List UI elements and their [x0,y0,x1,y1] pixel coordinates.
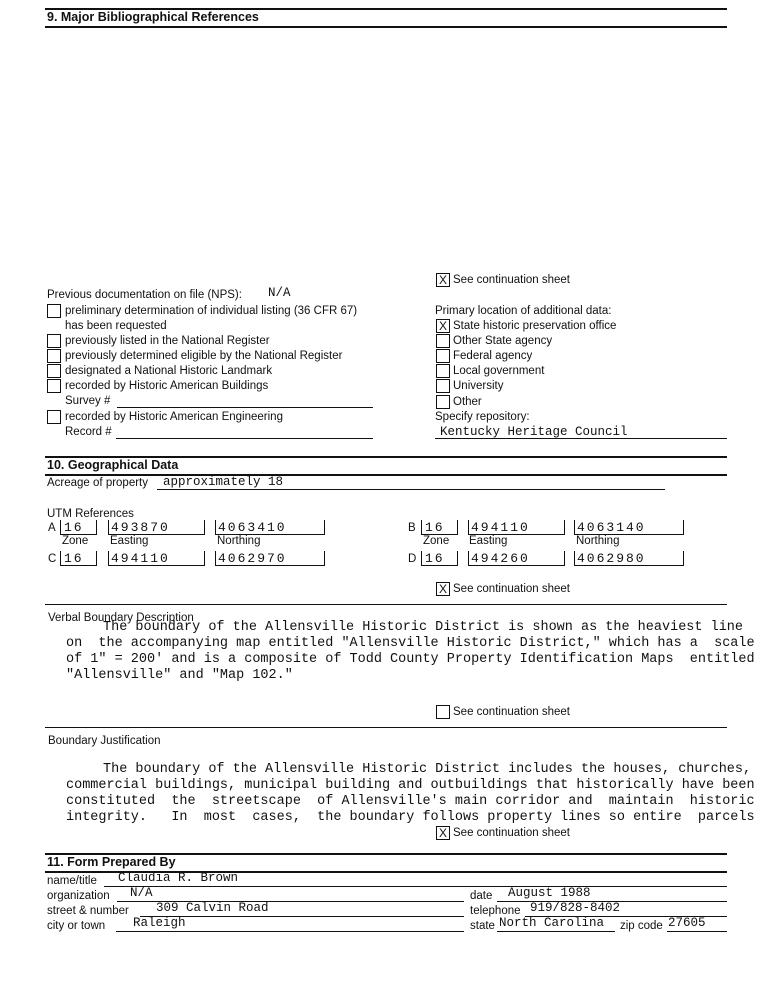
repository-value: Kentucky Heritage Council [440,425,628,439]
previously-eligible-label: previously determined eligible by the National Register [65,350,343,362]
previously-listed-label: previously listed in the National Register [65,335,270,347]
other-state-agency-label: Other State agency [453,335,553,347]
utm-b-northing: 4063140 [577,520,646,535]
justification-line-4: integrity. In most cases, the boundary follows property lines so entire parcels [66,810,755,825]
continuation-sheet-label-verbal: See continuation sheet [453,706,571,718]
section9-title-rule [45,26,727,28]
justification-line-1: The boundary of the Allensville Historic District includes the houses, churches, [103,762,752,777]
utm-d-zone: 16 [425,551,445,566]
local-government-checkbox[interactable] [436,364,450,378]
continuation-sheet-checkbox-bib[interactable]: X [436,273,450,287]
record-label: Record # [65,426,112,438]
telephone-value: 919/828-8402 [530,901,621,915]
utm-a-letter: A [48,522,56,534]
continuation-sheet-checkbox-utm[interactable]: X [436,582,450,596]
previously-listed-checkbox[interactable] [47,334,61,348]
city-label: city or town [47,920,106,932]
university-label: University [453,380,504,392]
shpo-checkbox[interactable]: X [436,319,450,333]
other-checkbox[interactable] [436,395,450,409]
habs-checkbox[interactable] [47,379,61,393]
landmark-label: designated a National Historic Landmark [65,365,273,377]
section11-title: 11. Form Prepared By [47,855,176,869]
utm-d-northing: 4062980 [577,551,646,566]
organization-label: organization [47,890,110,902]
prelim-determination-checkbox[interactable] [47,304,61,318]
verbal-line-3: of 1" = 200' and is a composite of Todd County Property Identification Maps entitled [66,652,755,667]
state-value: North Carolina [499,916,605,930]
prev-doc-value: N/A [268,286,291,300]
utm-b-letter: B [408,522,416,534]
zone-label-left: Zone [62,535,89,547]
record-number-field[interactable] [116,426,373,439]
name-title-label: name/title [47,875,97,887]
section10-title: 10. Geographical Data [47,458,179,472]
utm-b-zone: 16 [425,520,445,535]
utm-bottom-rule [45,604,727,605]
other-label: Other [453,396,482,408]
utm-c-zone: 16 [64,551,84,566]
easting-label-right: Easting [469,535,508,547]
organization-value: N/A [130,886,153,900]
continuation-sheet-label-justification: See continuation sheet [453,827,571,839]
previously-eligible-checkbox[interactable] [47,349,61,363]
survey-label: Survey # [65,395,111,407]
justification-line-3: constituted the streetscape of Allensville's main corridor and maintain historic [66,794,755,809]
utm-d-letter: D [408,553,417,565]
verbal-line-1: The boundary of the Allensville Historic District is shown as the heaviest line [103,620,744,635]
continuation-sheet-checkbox-verbal[interactable] [436,705,450,719]
telephone-label: telephone [470,905,521,917]
utm-c-easting: 494110 [111,551,170,566]
street-label: street & number [47,905,129,917]
acreage-label: Acreage of property [47,477,149,489]
organization-field[interactable] [117,888,464,902]
requested-label: has been requested [65,320,167,332]
utm-b-easting: 494110 [471,520,530,535]
haer-label: recorded by Historic American Engineering [65,411,283,423]
date-value: August 1988 [508,886,591,900]
landmark-checkbox[interactable] [47,364,61,378]
name-title-value: Claudia R. Brown [118,871,239,885]
state-label: state [470,920,495,932]
verbal-bottom-rule [45,727,727,728]
habs-label: recorded by Historic American Buildings [65,380,269,392]
federal-agency-label: Federal agency [453,350,533,362]
utm-a-northing: 4063410 [218,520,287,535]
local-government-label: Local government [453,365,545,377]
acreage-value: approximately 18 [163,475,284,489]
utm-c-northing: 4062970 [218,551,287,566]
federal-agency-checkbox[interactable] [436,349,450,363]
northing-label-right: Northing [576,535,620,547]
utm-a-zone: 16 [64,520,84,535]
continuation-sheet-label-bib: See continuation sheet [453,274,571,286]
shpo-label: State historic preservation office [453,320,617,332]
specify-repository-label: Specify repository: [435,411,530,423]
zip-label: zip code [620,920,663,932]
primary-location-label: Primary location of additional data: [435,305,612,317]
university-checkbox[interactable] [436,379,450,393]
street-value: 309 Calvin Road [156,901,269,915]
easting-label-left: Easting [110,535,149,547]
northing-label-left: Northing [217,535,261,547]
zip-value: 27605 [668,916,706,930]
haer-checkbox[interactable] [47,410,61,424]
utm-c-letter: C [48,553,57,565]
prev-doc-label: Previous documentation on file (NPS): [47,289,242,301]
utm-a-easting: 493870 [111,520,170,535]
utm-label: UTM References [47,508,134,520]
other-state-agency-checkbox[interactable] [436,334,450,348]
boundary-justification-label: Boundary Justification [48,735,161,747]
survey-number-field[interactable] [117,395,373,408]
date-label: date [470,890,493,902]
section9-title: 9. Major Bibliographical References [47,10,259,24]
zone-label-right: Zone [423,535,450,547]
utm-d-easting: 494260 [471,551,530,566]
prelim-determination-label: preliminary determination of individual listing (36 CFR 67) [65,305,358,317]
verbal-line-4: "Allensville" and "Map 102." [66,668,293,683]
justification-line-2: commercial buildings, municipal building and outbuildings that historically have been [66,778,755,793]
continuation-sheet-checkbox-justification[interactable]: X [436,826,450,840]
verbal-boundary-label: Verbal Boundary Description [48,612,194,624]
continuation-sheet-label-utm: See continuation sheet [453,583,571,595]
verbal-line-2: on the accompanying map entitled "Allensville Historic District," which has a scale [66,636,755,651]
city-value: Raleigh [133,916,186,930]
